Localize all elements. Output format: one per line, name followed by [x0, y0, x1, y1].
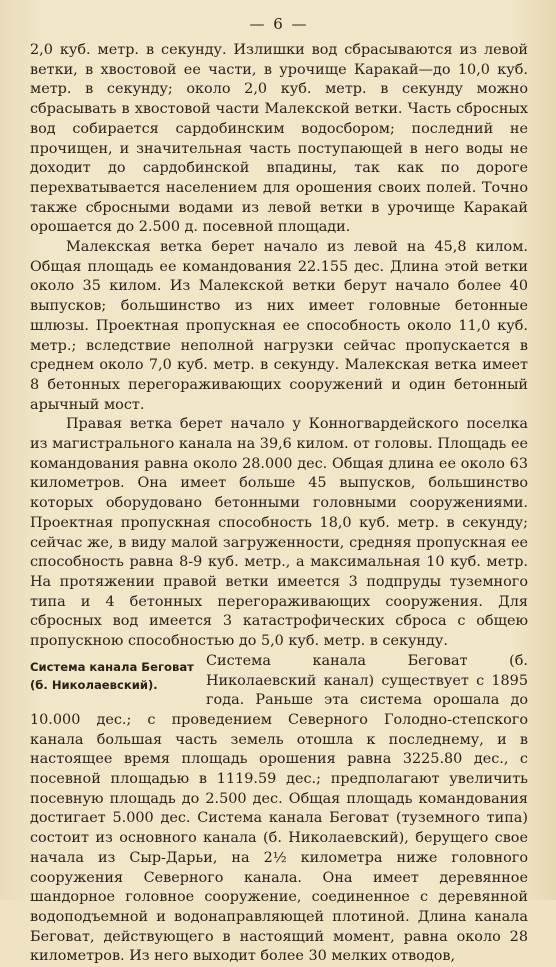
section-begovat-canal	[30, 652, 528, 967]
paragraph-left-branch-discharge: 2,0 куб. метр. в секунду. Излишки вод сбрасываются из левой ветки, в хвостовой ее части, в урочище Каракай—до 10,0 куб. метр. в секунду; около 2,0 куб. метр. в секунду можно сбрасывать в хвостовой части Малекской ветки. Часть сбросных вод собирается сардобинским водосбором; последний не прочищен, и значительная часть поступающей в него воды не доходит до сардобинской впадины, так как по дороге перехватывается населением для орошения своих полей. Точно также сбросными водами из левой ветки в урочище Каракай орошается до 2.500 д. посевной площади.	[30, 42, 528, 236]
paragraph-right-branch: Правая ветка берет начало у Конногвардейского поселка из магистрального канала на 39,6 килом. от головы. Площадь ее командования равна около 28.000 дес. Общая длина ее около 63 километров. Она имеет больше 45 выпусков, большинство которых оборудовано бетонными головными сооружениями. Проектная пропускная способность 18,0 куб. метр. в секунду; сейчас же, в виду малой загруженности, средняя пропускная ее способность равна 8-9 куб. метр., а максимальная 10 куб. метр. На протяжении правой ветки имеется 3 подпруды туземного типа и 4 бетонных перегораживающих сооружения. Для сбросных вод имеется 3 катастрофических сброса с общею пропускною способностью до 5,0 куб. метр. в секунду.	[30, 416, 528, 650]
page-number: — 6 —	[249, 15, 309, 33]
paragraph-malek-branch: Малекская ветка берет начало из левой на 45,8 килом. Общая площадь ее командования 22.155 дес. Длина этой ветки около 35 килом. Из Малекской ветки берут начало более 40 выпусков; большинство из них имеет головные бетонные шлюзы. Проектная пропускная ее способность около 11,0 куб. метр.; вследствие неполной нагрузки сейчас пропускается в среднем около 7,0 куб. метр. в секунду. Малекская ветка имеет 8 бетонных перегораживающих сооружений и один бетонный арычный мост.	[30, 239, 528, 413]
paragraph-begovat-system: Система канала Беговат (б. Николаевский канал) существует с 1895 года. Раньше эта система орошала до 10.000 дес.; с проведением Северного Голодно-степского канала большая часть земель отошла к последнему, и в настоящее время площадь орошения равна 3225.80 дес., с посевной площадью в 1119.59 дес.; предполагают увеличить посевную площадь до 2.500 дес. Общая площадь командования достигает 5.000 дес. Система канала Беговат (туземного типа) состоит из основного канала (б. Николаевский), берущего свое начала из Сыр-Дарьи, на 2½ километра ниже головного сооружения Северного канала. Она имеет деревянное шандорное головное сооружение, соединенное с деревянной водоподъемной и водонаправляющей плотиной. Длина канала Беговат, действующего в настоящий момент, равна около 28 километров. Из него выходит более 30 мелких отводов,	[30, 652, 528, 965]
section-heading-begovat: Система канала Беговат (б. Николаевский).	[30, 659, 194, 692]
